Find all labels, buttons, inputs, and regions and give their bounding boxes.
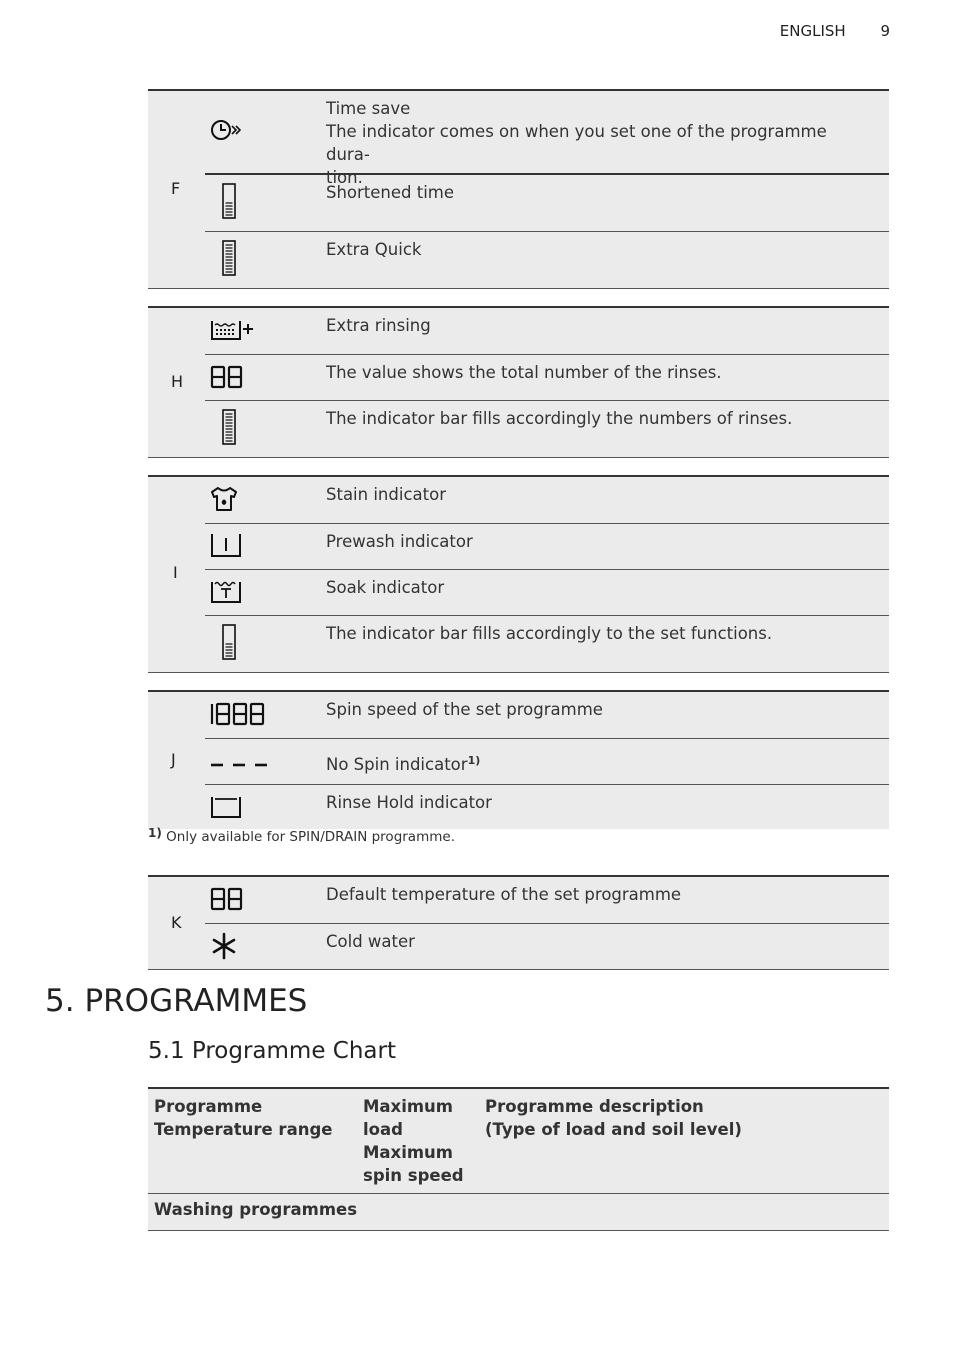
subsection-heading: [148, 1038, 396, 1064]
group-letter: J: [171, 750, 176, 769]
row-title: Extra Quick: [326, 240, 422, 259]
rinse-plus-icon: [210, 318, 256, 346]
indicator-row: [205, 231, 889, 289]
indicator-row: [205, 615, 889, 673]
indicator-row: [205, 523, 889, 570]
group-letter: H: [171, 372, 184, 391]
row-title: Prewash indicator: [326, 532, 473, 551]
row-title: Stain indicator: [326, 485, 446, 504]
subsection-number: 5.1: [148, 1038, 185, 1064]
header-language: ENGLISH: [779, 22, 846, 40]
indicator-row: [205, 477, 889, 523]
two-digit-display-icon: [210, 887, 244, 915]
subsection-title: Programme Chart: [191, 1038, 397, 1064]
indicator-row: [205, 400, 889, 458]
section-title: PROGRAMMES: [84, 983, 308, 1019]
row-title: Shortened time: [326, 183, 455, 202]
footnote-text: Only available for SPIN/DRAIN programme.: [166, 829, 455, 845]
bar-full-icon: [222, 240, 236, 280]
indicator-group-j: [148, 690, 889, 832]
footnote-mark: 1): [148, 826, 162, 840]
section-number: 5.: [45, 983, 75, 1019]
indicator-row: [205, 569, 889, 616]
shirt-stain-icon: [210, 486, 238, 516]
indicator-row: [205, 923, 889, 970]
row-title: Extra rinsing: [326, 316, 431, 335]
washing-programmes-row: [148, 1194, 889, 1231]
four-digit-display-icon: [210, 702, 270, 730]
group-letter: F: [171, 179, 181, 198]
two-digit-display-icon: [210, 365, 244, 393]
indicator-row: [205, 784, 889, 831]
indicator-row: [205, 173, 889, 232]
indicator-row: [205, 738, 889, 785]
header-description: Programme description (Type of load and soil level): [485, 1097, 742, 1139]
group-letter: I: [173, 563, 178, 582]
row-title: Cold water: [326, 932, 415, 951]
dashes-icon: [210, 755, 270, 774]
indicator-row: [205, 877, 889, 923]
indicator-row: [205, 91, 889, 187]
indicator-row: [205, 308, 889, 354]
section-heading: [45, 983, 307, 1019]
programme-chart-table: [148, 1087, 889, 1231]
header-programme: Programme Temperature range: [154, 1097, 333, 1139]
washing-programmes-label: Washing programmes: [154, 1200, 358, 1219]
clock-arrows-icon: [210, 117, 242, 147]
row-title: The indicator bar fills accordingly the numbers of rinses.: [326, 409, 793, 428]
table-header-row: [148, 1089, 889, 1194]
bar-low-icon: [222, 624, 236, 664]
page-number: 9: [880, 22, 890, 40]
indicator-row: [205, 354, 889, 401]
prewash-tub-icon: [210, 532, 242, 562]
bar-low-icon: [222, 183, 236, 223]
row-title: No Spin indicator: [326, 755, 468, 774]
row-title: Default temperature of the set programme: [326, 885, 682, 904]
indicator-group-h: [148, 306, 889, 458]
row-text: tion.: [326, 168, 363, 187]
indicator-group-k: [148, 875, 889, 970]
snowflake-icon: [210, 932, 238, 964]
row-title: Spin speed of the set programme: [326, 700, 603, 719]
row-title: Rinse Hold indicator: [326, 793, 492, 812]
page-header: [780, 22, 890, 40]
indicator-row: [205, 692, 889, 738]
row-title: Time save: [326, 99, 411, 118]
footnote: [148, 826, 889, 857]
row-title: Soak indicator: [326, 578, 445, 597]
group-letter: K: [171, 913, 182, 932]
row-text: The indicator comes on when you set one of the programme dura-: [326, 122, 827, 164]
bar-full-icon: [222, 409, 236, 449]
indicator-group-f: [148, 89, 889, 289]
row-title: The value shows the total number of the rinses.: [326, 363, 722, 382]
rinse-hold-tub-icon: [210, 793, 242, 823]
footnote-ref: 1): [467, 754, 481, 767]
indicator-group-i: [148, 475, 889, 673]
soak-tub-icon: [210, 578, 242, 608]
row-title: The indicator bar fills accordingly to the set functions.: [326, 624, 773, 643]
header-max-load: Maximum load Maximum spin speed: [363, 1097, 464, 1185]
